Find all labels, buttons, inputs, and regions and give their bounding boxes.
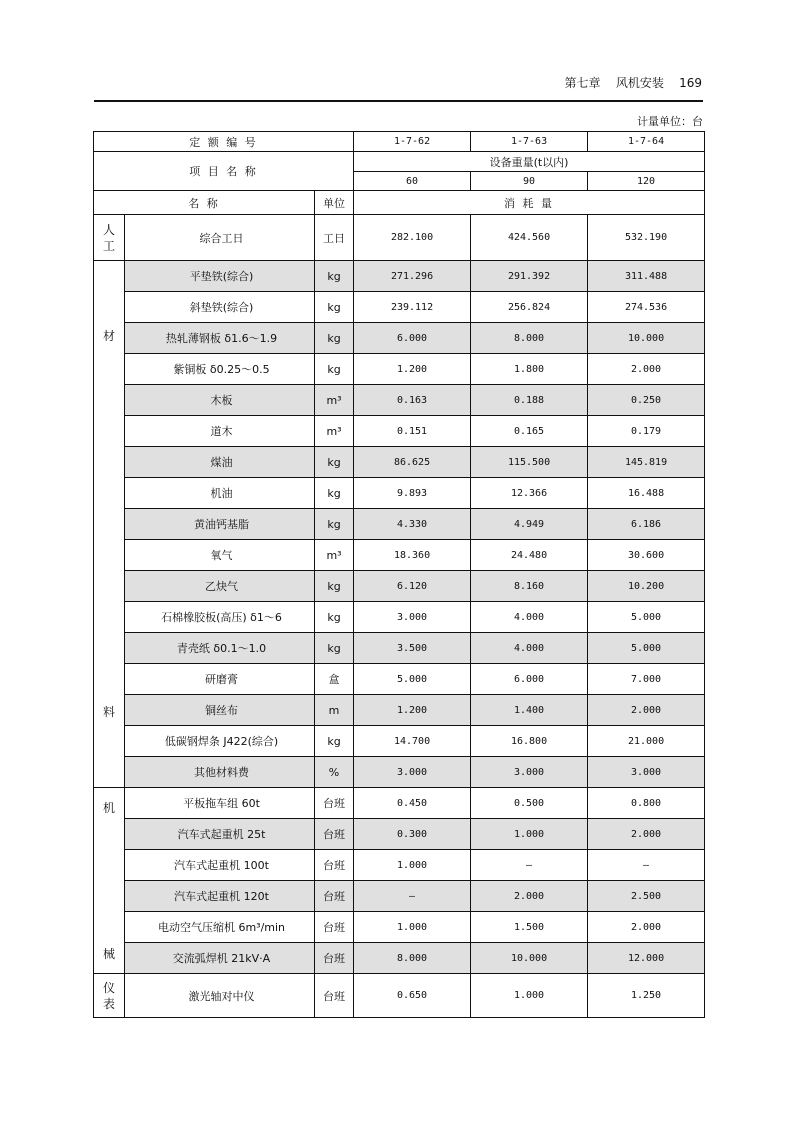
item-value-2: 4.000: [471, 633, 588, 664]
machinery-row: [94, 943, 705, 974]
item-name: 氧气: [125, 540, 315, 571]
item-name: 低碳钢焊条 J422(综合): [125, 726, 315, 757]
item-value-2: 10.000: [471, 943, 588, 974]
item-unit: 台班: [315, 912, 354, 943]
quota-code-row: [94, 132, 705, 152]
item-unit: kg: [315, 633, 354, 664]
item-unit: 台班: [315, 788, 354, 819]
weight-2: 90: [471, 172, 588, 191]
item-value-1: —: [354, 881, 471, 912]
item-value-2: 8.000: [471, 323, 588, 354]
item-value-3: 2.000: [588, 819, 705, 850]
item-name: 平垫铁(综合): [125, 261, 315, 292]
section-title: 风机安装: [615, 76, 664, 90]
quota-code-2: 1-7-63: [471, 132, 588, 152]
quota-table: [93, 131, 705, 1018]
item-value-3: 0.800: [588, 788, 705, 819]
name-column-header: 名 称: [94, 191, 315, 215]
item-value-2: —: [471, 850, 588, 881]
machinery-row: [94, 788, 705, 819]
item-name: 汽车式起重机 25t: [125, 819, 315, 850]
item-unit: 工日: [315, 215, 354, 261]
item-name: 汽车式起重机 100t: [125, 850, 315, 881]
materials-row: [94, 726, 705, 757]
item-value-1: 5.000: [354, 664, 471, 695]
item-value-3: 10.200: [588, 571, 705, 602]
category-materials: [94, 261, 125, 788]
item-name: 机油: [125, 478, 315, 509]
item-value-1: 0.450: [354, 788, 471, 819]
item-value-3: 0.250: [588, 385, 705, 416]
item-name: 电动空气压缩机 6m³/min: [125, 912, 315, 943]
item-value-1: 14.700: [354, 726, 471, 757]
item-name: 石棉橡胶板(高压) δ1～6: [125, 602, 315, 633]
quota-table-body: [94, 132, 705, 1018]
category-label: 人 工: [102, 222, 115, 253]
item-value-1: 3.500: [354, 633, 471, 664]
labor-row: [94, 215, 705, 261]
category-label: 机 械: [102, 800, 115, 961]
item-value-1: 1.000: [354, 912, 471, 943]
item-value-1: 0.151: [354, 416, 471, 447]
item-unit: m³: [315, 385, 354, 416]
materials-row: [94, 633, 705, 664]
item-value-2: 2.000: [471, 881, 588, 912]
item-value-2: 1.000: [471, 974, 588, 1018]
item-value-1: 9.893: [354, 478, 471, 509]
materials-row: [94, 416, 705, 447]
item-value-3: 145.819: [588, 447, 705, 478]
consumption-header: 消 耗 量: [354, 191, 705, 215]
item-value-2: 1.400: [471, 695, 588, 726]
item-name: 青壳纸 δ0.1～1.0: [125, 633, 315, 664]
item-value-3: 30.600: [588, 540, 705, 571]
item-unit: kg: [315, 571, 354, 602]
item-value-1: 86.625: [354, 447, 471, 478]
item-value-3: 21.000: [588, 726, 705, 757]
item-value-3: 2.500: [588, 881, 705, 912]
item-unit: kg: [315, 447, 354, 478]
item-value-2: 0.165: [471, 416, 588, 447]
item-value-3: 5.000: [588, 633, 705, 664]
item-unit: kg: [315, 261, 354, 292]
quota-code-label: 定 额 编 号: [94, 132, 354, 152]
weight-label: 设备重量(t以内): [354, 152, 705, 172]
item-unit: m: [315, 695, 354, 726]
item-unit: kg: [315, 726, 354, 757]
item-value-1: 239.112: [354, 292, 471, 323]
item-unit: kg: [315, 323, 354, 354]
item-unit: 台班: [315, 974, 354, 1018]
item-value-2: 6.000: [471, 664, 588, 695]
item-value-2: 1.800: [471, 354, 588, 385]
item-name: 综合工日: [125, 215, 315, 261]
machinery-row: [94, 881, 705, 912]
item-value-1: 6.120: [354, 571, 471, 602]
materials-row: [94, 478, 705, 509]
column-header-row: [94, 191, 705, 215]
chapter-label: 第七章: [564, 76, 601, 90]
machinery-row: [94, 850, 705, 881]
item-name: 紫铜板 δ0.25～0.5: [125, 354, 315, 385]
item-value-3: —: [588, 850, 705, 881]
materials-row: [94, 571, 705, 602]
item-name: 汽车式起重机 120t: [125, 881, 315, 912]
item-unit: kg: [315, 292, 354, 323]
item-value-3: 6.186: [588, 509, 705, 540]
item-unit: m³: [315, 540, 354, 571]
item-value-2: 291.392: [471, 261, 588, 292]
item-value-2: 16.800: [471, 726, 588, 757]
category-label: 仪 表: [102, 980, 115, 1011]
item-name: 道木: [125, 416, 315, 447]
item-value-3: 532.190: [588, 215, 705, 261]
item-value-3: 274.536: [588, 292, 705, 323]
item-value-1: 0.650: [354, 974, 471, 1018]
item-value-3: 2.000: [588, 912, 705, 943]
item-value-3: 16.488: [588, 478, 705, 509]
item-name: 平板拖车组 60t: [125, 788, 315, 819]
item-unit: 台班: [315, 881, 354, 912]
item-unit: 台班: [315, 943, 354, 974]
item-value-2: 256.824: [471, 292, 588, 323]
item-value-1: 1.200: [354, 354, 471, 385]
item-name: 研磨膏: [125, 664, 315, 695]
page-header: [94, 74, 702, 100]
item-name: 其他材料费: [125, 757, 315, 788]
item-name: 木板: [125, 385, 315, 416]
item-unit: 台班: [315, 819, 354, 850]
materials-row: [94, 540, 705, 571]
item-name: 铜丝布: [125, 695, 315, 726]
machinery-row: [94, 819, 705, 850]
item-value-1: 271.296: [354, 261, 471, 292]
item-unit: m³: [315, 416, 354, 447]
item-value-1: 4.330: [354, 509, 471, 540]
materials-row: [94, 385, 705, 416]
item-value-2: 0.500: [471, 788, 588, 819]
weight-header-row: [94, 152, 705, 172]
item-value-2: 1.000: [471, 819, 588, 850]
item-value-3: 2.000: [588, 695, 705, 726]
item-value-1: 0.163: [354, 385, 471, 416]
item-unit: kg: [315, 509, 354, 540]
item-value-3: 12.000: [588, 943, 705, 974]
item-name: 激光轴对中仪: [125, 974, 315, 1018]
materials-row: [94, 509, 705, 540]
materials-row: [94, 261, 705, 292]
item-value-3: 5.000: [588, 602, 705, 633]
item-unit: %: [315, 757, 354, 788]
item-name: 黄油钙基脂: [125, 509, 315, 540]
item-value-3: 2.000: [588, 354, 705, 385]
item-value-2: 1.500: [471, 912, 588, 943]
item-value-2: 3.000: [471, 757, 588, 788]
materials-row: [94, 602, 705, 633]
item-value-1: 8.000: [354, 943, 471, 974]
item-value-1: 0.300: [354, 819, 471, 850]
unit-column-header: 单位: [315, 191, 354, 215]
item-unit: 盒: [315, 664, 354, 695]
category-labor: [94, 215, 125, 261]
item-unit: 台班: [315, 850, 354, 881]
item-value-1: 18.360: [354, 540, 471, 571]
category-label: 材 料: [102, 329, 115, 719]
item-unit: kg: [315, 354, 354, 385]
materials-row: [94, 354, 705, 385]
materials-row: [94, 323, 705, 354]
item-value-1: 3.000: [354, 602, 471, 633]
item-value-1: 1.200: [354, 695, 471, 726]
item-unit: kg: [315, 478, 354, 509]
materials-row: [94, 447, 705, 478]
materials-row: [94, 757, 705, 788]
item-value-1: 282.100: [354, 215, 471, 261]
item-value-2: 115.500: [471, 447, 588, 478]
weight-3: 120: [588, 172, 705, 191]
item-value-2: 4.000: [471, 602, 588, 633]
instrument-row: [94, 974, 705, 1018]
category-instrument: [94, 974, 125, 1018]
item-value-3: 311.488: [588, 261, 705, 292]
item-value-2: 12.366: [471, 478, 588, 509]
item-value-1: 6.000: [354, 323, 471, 354]
item-value-2: 4.949: [471, 509, 588, 540]
item-value-3: 0.179: [588, 416, 705, 447]
item-value-3: 10.000: [588, 323, 705, 354]
item-name: 热轧薄钢板 δ1.6～1.9: [125, 323, 315, 354]
item-value-3: 7.000: [588, 664, 705, 695]
header-rule: [94, 100, 703, 102]
unit-note: 计量单位：台: [637, 115, 703, 128]
item-value-1: 1.000: [354, 850, 471, 881]
item-name-label: 项 目 名 称: [94, 152, 354, 191]
item-value-2: 0.188: [471, 385, 588, 416]
item-value-2: 424.560: [471, 215, 588, 261]
item-value-1: 3.000: [354, 757, 471, 788]
category-machinery: [94, 788, 125, 974]
item-name: 乙炔气: [125, 571, 315, 602]
machinery-row: [94, 912, 705, 943]
weight-1: 60: [354, 172, 471, 191]
item-name: 煤油: [125, 447, 315, 478]
page-number: 169: [679, 76, 702, 90]
quota-code-1: 1-7-62: [354, 132, 471, 152]
materials-row: [94, 292, 705, 323]
item-name: 斜垫铁(综合): [125, 292, 315, 323]
item-value-2: 8.160: [471, 571, 588, 602]
item-name: 交流弧焊机 21kV·A: [125, 943, 315, 974]
materials-row: [94, 664, 705, 695]
item-value-2: 24.480: [471, 540, 588, 571]
item-value-3: 1.250: [588, 974, 705, 1018]
item-value-3: 3.000: [588, 757, 705, 788]
materials-row: [94, 695, 705, 726]
quota-code-3: 1-7-64: [588, 132, 705, 152]
item-unit: kg: [315, 602, 354, 633]
